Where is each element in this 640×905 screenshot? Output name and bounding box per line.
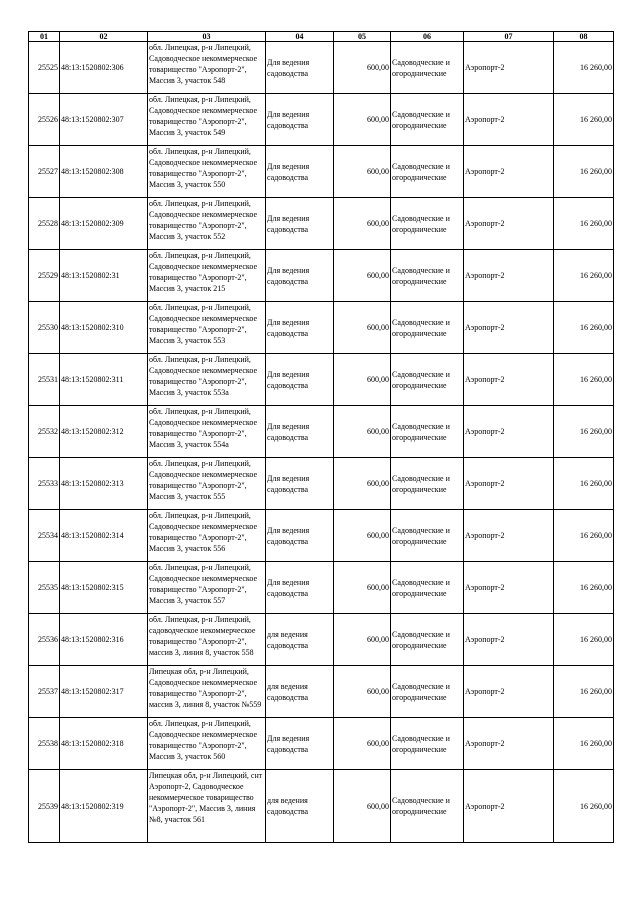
area-cell: 600,00 [334,94,391,146]
address-text: обл. Липецкая, р-н Липецкий, садоводческое некоммерческое товарищество "Аэропорт-2", массив 3, линия 8, участок 558 [149,615,256,657]
address-text: обл. Липецкая, р-н Липецкий, Садоводческое некоммерческое товарищество "Аэропорт-2", Массив 3, участок 557 [149,563,258,605]
permitted-use-cell: Для ведения садоводства [266,42,334,94]
cadastral-number-cell: 48:13:1520802:309 [60,198,148,250]
cadastral-number-cell: 48:13:1520802:319 [60,770,148,843]
area-cell: 600,00 [334,770,391,843]
cost-cell: 16 260,00 [554,302,614,354]
cadastral-number-cell: 48:13:1520802:306 [60,42,148,94]
category-cell: Садоводческие и огороднические [391,406,464,458]
category-cell: Садоводческие и огороднические [391,510,464,562]
address-text: Липецкая обл, р-н Липецкий, Садоводческое некоммерческое товарищество "Аэропорт-2", массив 3, линия 8, участок №559 [149,667,262,709]
table-row [29,666,614,718]
address-cell [148,406,266,458]
address-text: обл. Липецкая, р-н Липецкий, Садоводческое некоммерческое товарищество "Аэропорт-2", Массив 3, участок 548 [149,43,258,85]
permitted-use-cell: Для ведения садоводства [266,250,334,302]
table-row [29,562,614,614]
group-cell: Аэропорт-2 [464,770,554,843]
address-cell [148,614,266,666]
cost-cell: 16 260,00 [554,510,614,562]
table-row [29,458,614,510]
table-row [29,770,614,843]
row-number-cell: 25535 [29,562,60,614]
cost-cell: 16 260,00 [554,562,614,614]
cadastral-number-cell: 48:13:1520802:317 [60,666,148,718]
table-row [29,42,614,94]
row-number-cell: 25529 [29,250,60,302]
group-cell: Аэропорт-2 [464,94,554,146]
table-row [29,718,614,770]
row-number-cell: 25528 [29,198,60,250]
group-cell: Аэропорт-2 [464,302,554,354]
cadastral-number-cell: 48:13:1520802:316 [60,614,148,666]
address-text: обл. Липецкая, р-н Липецкий, Садоводческое некоммерческое товарищество "Аэропорт-2", Массив 3, участок 553 [149,303,258,345]
address-cell [148,302,266,354]
group-cell: Аэропорт-2 [464,718,554,770]
cadastral-number-cell: 48:13:1520802:307 [60,94,148,146]
area-cell: 600,00 [334,614,391,666]
area-cell: 600,00 [334,666,391,718]
group-cell: Аэропорт-2 [464,146,554,198]
address-cell [148,94,266,146]
cost-cell: 16 260,00 [554,94,614,146]
row-number-cell: 25526 [29,94,60,146]
permitted-use-cell: Для ведения садоводства [266,354,334,406]
group-cell: Аэропорт-2 [464,510,554,562]
cost-cell: 16 260,00 [554,666,614,718]
area-cell: 600,00 [334,42,391,94]
row-number-cell: 25525 [29,42,60,94]
category-cell: Садоводческие и огороднические [391,146,464,198]
permitted-use-cell: Для ведения садоводства [266,510,334,562]
cost-cell: 16 260,00 [554,198,614,250]
address-text: Липецкая обл, р-н Липецкий, снт Аэропорт-2, Садоводческое некоммерческое товарищество "Аэропорт-2", Массив 3, линия №8, участок 561 [149,771,263,824]
cadastral-number-cell: 48:13:1520802:315 [60,562,148,614]
header-cell: 01 [29,32,60,42]
permitted-use-cell: для ведения садоводства [266,770,334,843]
address-cell [148,42,266,94]
header-row [29,32,614,42]
row-number-cell: 25539 [29,770,60,843]
category-cell: Садоводческие и огороднические [391,614,464,666]
header-cell: 08 [554,32,614,42]
category-cell: Садоводческие и огороднические [391,458,464,510]
group-cell: Аэропорт-2 [464,406,554,458]
table-row [29,94,614,146]
category-cell: Садоводческие и огороднические [391,562,464,614]
cost-cell: 16 260,00 [554,458,614,510]
area-cell: 600,00 [334,198,391,250]
address-text: обл. Липецкая, р-н Липецкий, Садоводческое некоммерческое товарищество "Аэропорт-2", Массив 3, участок 550 [149,147,258,189]
table-row [29,406,614,458]
address-cell [148,146,266,198]
table-row [29,302,614,354]
row-number-cell: 25527 [29,146,60,198]
permitted-use-cell: для ведения садоводства [266,666,334,718]
row-number-cell: 25532 [29,406,60,458]
category-cell: Садоводческие и огороднические [391,718,464,770]
group-cell: Аэропорт-2 [464,42,554,94]
header-cell: 05 [334,32,391,42]
cadastral-register-table [28,31,614,843]
row-number-cell: 25534 [29,510,60,562]
address-text: обл. Липецкая, р-н Липецкий, Садоводческое некоммерческое товарищество "Аэропорт-2", Массив 3, участок 549 [149,95,258,137]
group-cell: Аэропорт-2 [464,666,554,718]
header-cell: 04 [266,32,334,42]
group-cell: Аэропорт-2 [464,614,554,666]
cost-cell: 16 260,00 [554,250,614,302]
address-cell [148,250,266,302]
row-number-cell: 25530 [29,302,60,354]
permitted-use-cell: Для ведения садоводства [266,562,334,614]
address-cell [148,770,266,843]
table-row [29,146,614,198]
address-text: обл. Липецкая, р-н Липецкий, Садоводческое некоммерческое товарищество "Аэропорт-2", Массив 3, участок 553а [149,355,258,397]
area-cell: 600,00 [334,510,391,562]
area-cell: 600,00 [334,146,391,198]
permitted-use-cell: Для ведения садоводства [266,146,334,198]
permitted-use-cell: Для ведения садоводства [266,94,334,146]
address-cell [148,510,266,562]
cost-cell: 16 260,00 [554,146,614,198]
cadastral-number-cell: 48:13:1520802:318 [60,718,148,770]
category-cell: Садоводческие и огороднические [391,250,464,302]
area-cell: 600,00 [334,354,391,406]
cadastral-number-cell: 48:13:1520802:312 [60,406,148,458]
header-cell: 06 [391,32,464,42]
table-row [29,354,614,406]
cadastral-number-cell: 48:13:1520802:311 [60,354,148,406]
row-number-cell: 25533 [29,458,60,510]
address-text: обл. Липецкая, р-н Липецкий, Садоводческое некоммерческое товарищество "Аэропорт-2", Массив 3, участок 556 [149,511,258,553]
address-cell [148,354,266,406]
permitted-use-cell: Для ведения садоводства [266,718,334,770]
row-number-cell: 25538 [29,718,60,770]
group-cell: Аэропорт-2 [464,354,554,406]
area-cell: 600,00 [334,406,391,458]
cadastral-number-cell: 48:13:1520802:313 [60,458,148,510]
cost-cell: 16 260,00 [554,42,614,94]
address-text: обл. Липецкая, р-н Липецкий, Садоводческое некоммерческое товарищество "Аэропорт-2", Массив 3, участок 554а [149,407,258,449]
address-cell [148,562,266,614]
category-cell: Садоводческие и огороднические [391,42,464,94]
cadastral-number-cell: 48:13:1520802:31 [60,250,148,302]
category-cell: Садоводческие и огороднические [391,198,464,250]
cadastral-number-cell: 48:13:1520802:308 [60,146,148,198]
header-cell: 07 [464,32,554,42]
area-cell: 600,00 [334,302,391,354]
group-cell: Аэропорт-2 [464,198,554,250]
table-row [29,250,614,302]
address-cell [148,198,266,250]
address-cell [148,718,266,770]
cost-cell: 16 260,00 [554,718,614,770]
cost-cell: 16 260,00 [554,406,614,458]
group-cell: Аэропорт-2 [464,250,554,302]
cadastral-number-cell: 48:13:1520802:310 [60,302,148,354]
address-text: обл. Липецкая, р-н Липецкий, Садоводческое некоммерческое товарищество "Аэропорт-2", Массив 3, участок 560 [149,719,258,761]
group-cell: Аэропорт-2 [464,458,554,510]
header-cell: 03 [148,32,266,42]
address-cell [148,458,266,510]
address-cell [148,666,266,718]
group-cell: Аэропорт-2 [464,562,554,614]
area-cell: 600,00 [334,250,391,302]
address-text: обл. Липецкая, р-н Липецкий, Садоводческое некоммерческое товарищество "Аэропорт-2", Массив 3, участок 555 [149,459,258,501]
cadastral-number-cell: 48:13:1520802:314 [60,510,148,562]
category-cell: Садоводческие и огороднические [391,770,464,843]
area-cell: 600,00 [334,562,391,614]
category-cell: Садоводческие и огороднические [391,666,464,718]
address-text: обл. Липецкая, р-н Липецкий, Садоводческое некоммерческое товарищество "Аэропорт-2", Массив 3, участок 215 [149,251,258,293]
permitted-use-cell: Для ведения садоводства [266,302,334,354]
address-text: обл. Липецкая, р-н Липецкий, Садоводческое некоммерческое товарищество "Аэропорт-2", Массив 3, участок 552 [149,199,258,241]
area-cell: 600,00 [334,718,391,770]
cost-cell: 16 260,00 [554,614,614,666]
cost-cell: 16 260,00 [554,354,614,406]
category-cell: Садоводческие и огороднические [391,354,464,406]
permitted-use-cell: Для ведения садоводства [266,458,334,510]
category-cell: Садоводческие и огороднические [391,302,464,354]
permitted-use-cell: Для ведения садоводства [266,406,334,458]
table-row [29,198,614,250]
header-cell: 02 [60,32,148,42]
cost-cell: 16 260,00 [554,770,614,843]
area-cell: 600,00 [334,458,391,510]
table-row [29,510,614,562]
permitted-use-cell: для ведения садоводства [266,614,334,666]
table-row [29,614,614,666]
row-number-cell: 25531 [29,354,60,406]
permitted-use-cell: Для ведения садоводства [266,198,334,250]
row-number-cell: 25536 [29,614,60,666]
row-number-cell: 25537 [29,666,60,718]
category-cell: Садоводческие и огороднические [391,94,464,146]
